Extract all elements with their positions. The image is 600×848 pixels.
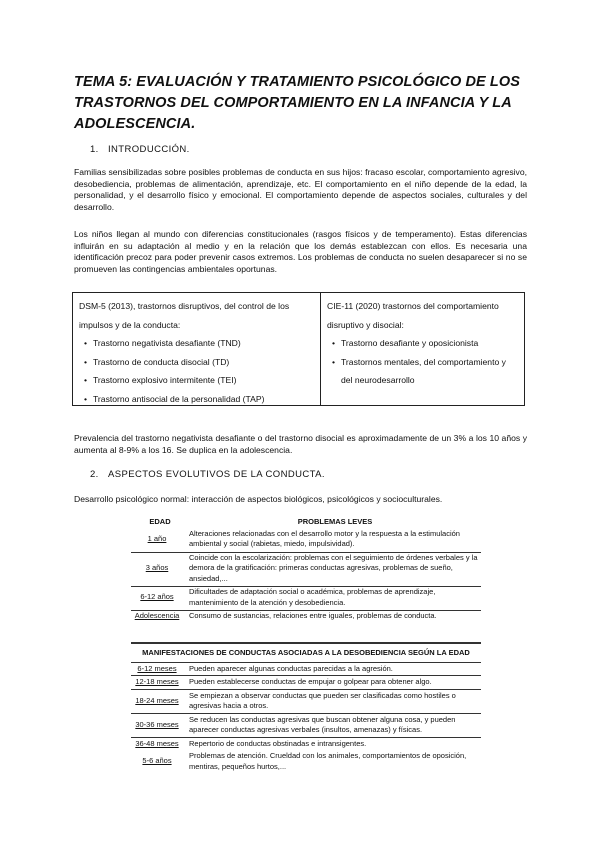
list-item: • Trastorno antisocial de la personalidad (TAP): [79, 390, 314, 409]
section-heading-aspectos: [90, 469, 325, 480]
mild-problems-table: [131, 517, 481, 624]
description-cell: Alteraciones relacionadas con el desarrollo motor y la respuesta a la estimulación ambiental y social (rabietas, miedo, impulsividad).: [189, 529, 481, 553]
age-cell: 1 año: [131, 529, 189, 553]
column-header-age: EDAD: [149, 517, 171, 526]
age-cell: 12-18 meses: [131, 676, 189, 690]
age-cell: 6-12 años: [131, 587, 189, 611]
cie11-list: [327, 334, 518, 390]
list-item: • Trastorno explosivo intermitente (TEI): [79, 371, 314, 390]
description-cell: Dificultades de adaptación social o académica, problemas de aprendizaje, mantenimiento de la atención y desobediencia.: [189, 587, 481, 611]
description-cell: Pueden aparecer algunas conductas parecidas a la agresión.: [189, 662, 481, 676]
table-row: [131, 662, 481, 676]
age-cell: 30-36 meses: [131, 713, 189, 737]
age-cell: 6-12 meses: [131, 662, 189, 676]
table-row: [131, 689, 481, 713]
dsm5-list: [79, 334, 314, 408]
paragraph-prevalencia: Prevalencia del trastorno negativista desafiante o del trastorno disocial es aproximadamente de un 3% a los 10 años y aumenta al 8-9% a los 16. Se duplica en la adolescencia.: [74, 433, 527, 455]
cie11-heading: CIE-11 (2020) trastornos del comportamiento disruptivo y disocial:: [327, 301, 499, 330]
disobedience-table: [131, 642, 481, 773]
table-row: [131, 676, 481, 690]
section-label: INTRODUCCIÓN.: [108, 144, 190, 155]
table-row: [131, 611, 481, 624]
table-heading: MANIFESTACIONES DE CONDUCTAS ASOCIADAS A LA DESOBEDIENCIA SEGÚN LA EDAD: [131, 643, 481, 662]
table-row: [131, 737, 481, 750]
table-row: [131, 750, 481, 773]
description-cell: Problemas de atención. Crueldad con los animales, comportamientos de oposición, mentiras, pequeños hurtos,...: [189, 751, 467, 771]
age-cell: 18-24 meses: [131, 689, 189, 713]
description-cell: Consumo de sustancias, relaciones entre iguales, problemas de conducta.: [189, 611, 437, 620]
column-header-problems: PROBLEMAS LEVES: [297, 517, 373, 526]
description-cell: Repertorio de conductas obstinadas e intransigentes.: [189, 738, 367, 748]
list-item: • Trastorno desafiante y oposicionista: [327, 334, 518, 353]
dsm5-box: [73, 293, 321, 405]
age-cell: 36-48 meses: [135, 738, 179, 748]
dsm5-heading: DSM-5 (2013), trastornos disruptivos, del control de los impulsos y de la conducta:: [79, 301, 290, 330]
section-label: ASPECTOS EVOLUTIVOS DE LA CONDUCTA.: [108, 469, 325, 480]
document-title: TEMA 5: EVALUACIÓN Y TRATAMIENTO PSICOLÓGICO DE LOS TRASTORNOS DEL COMPORTAMIENTO EN LA INFANCIA Y LA ADOLESCENCIA.: [74, 74, 521, 132]
list-item: • Trastorno negativista desafiante (TND): [79, 334, 314, 353]
paragraph-familias: Familias sensibilizadas sobre posibles problemas de conducta en sus hijos: fracaso escolar, comportamiento agresivo, desobediencia, problemas de alimentación, aprendizaje, etc. El comportamiento en el niño depende de la edad, la personalidad, y el desarrollo físico y emocional. El comportamiento depende de aspectos sociales, culturales y del desarrollo.: [74, 167, 527, 212]
paragraph-desarrollo: Desarrollo psicológico normal: interacción de aspectos biológicos, psicológicos y socioculturales.: [74, 494, 443, 504]
section-number: 1.: [90, 144, 99, 155]
age-cell: 5-6 años: [142, 756, 172, 766]
age-cell: Adolescencia: [134, 611, 180, 620]
classification-boxes: [72, 292, 525, 406]
list-item: • Trastorno de conducta disocial (TD): [79, 353, 314, 372]
list-item: • Trastornos mentales, del comportamiento y del neurodesarrollo: [327, 353, 518, 390]
section-heading-introduccion: [90, 144, 190, 155]
description-cell: Se reducen las conductas agresivas que buscan obtener alguna cosa, y pueden aparecer conductas agresivas verbales (insultos, amenazas) y físicas.: [189, 713, 481, 737]
description-cell: Se empiezan a observar conductas que pueden ser clasificadas como hostiles o agresivas hacia a otros.: [189, 689, 481, 713]
table-row: [131, 529, 481, 553]
table-row: [131, 587, 481, 611]
section-number: 2.: [90, 469, 99, 480]
table-row: [131, 552, 481, 587]
description-cell: Coincide con la escolarización: problemas con el seguimiento de órdenes verbales y la demora de la gratificación: primeras conductas agresivas, problemas de sueño, ansiedad,...: [189, 552, 481, 587]
description-cell: Pueden establecerse conductas de empujar o golpear para obtener algo.: [189, 676, 481, 690]
table-row: [131, 713, 481, 737]
age-cell: 3 años: [131, 552, 189, 587]
cie11-box: [321, 293, 524, 405]
paragraph-diferencias: Los niños llegan al mundo con diferencias constitucionales (rasgos físicos y de temperamento). Estas diferencias influirán en su adaptación al medio y en la relación que los demás establezcan con ellos. Es necesaria una identificación precoz para poder prevenir casos extremos. Los problemas de conducta no suelen desaparecer si no se promueven las contingencias ambientales oportunas.: [74, 229, 527, 274]
